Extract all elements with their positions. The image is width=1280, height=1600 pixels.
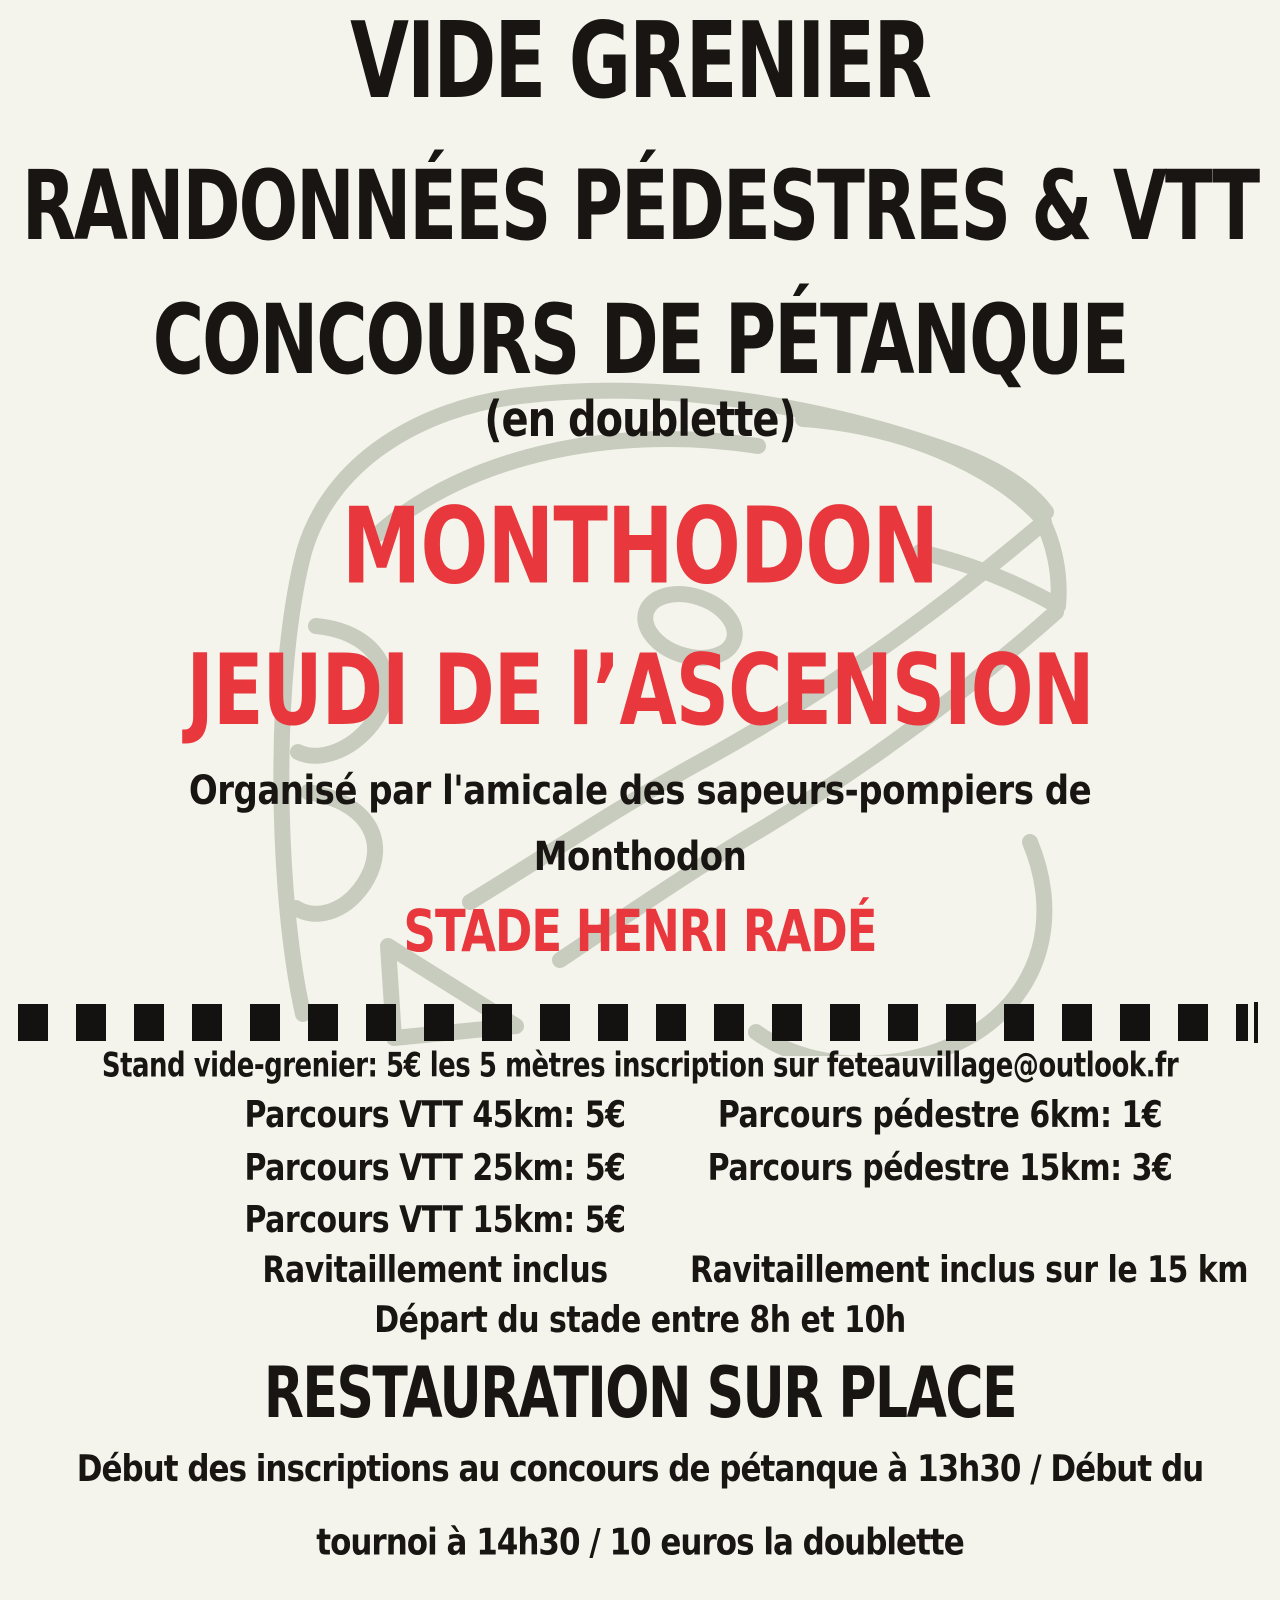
title-petanque: CONCOURS DE PÉTANQUE — [152, 283, 1128, 397]
fee-vtt-25km: Parcours VTT 25km: 5€ — [244, 1147, 626, 1190]
fee-row-3 — [0, 1197, 1280, 1245]
petanque-registration-info: Début des inscriptions au concours de pétanque à 13h30 / Début du tournoi à 14h30 / 10 euros la doublette — [76, 1448, 1204, 1564]
departure-info: Départ du stade entre 8h et 10h — [374, 1299, 906, 1342]
checkered-divider — [18, 1004, 1248, 1041]
fee-row-2 — [0, 1145, 1280, 1193]
fee-vtt-45km: Parcours VTT 45km: 5€ — [244, 1094, 626, 1137]
ravitaillement-pedestre: Ravitaillement inclus sur le 15 km — [690, 1249, 1249, 1292]
fee-pedestre-15km: Parcours pédestre 15km: 3€ — [707, 1147, 1173, 1190]
divider-end-mark — [1254, 1002, 1258, 1043]
title-vide-grenier: VIDE GRENIER — [350, 0, 930, 122]
subtitle-doublette: (en doublette) — [484, 391, 796, 449]
title-randonnees: RANDONNÉES PÉDESTRES & VTT — [21, 149, 1259, 263]
fee-pedestre-6km: Parcours pédestre 6km: 1€ — [717, 1094, 1163, 1137]
restauration-heading: RESTAURATION SUR PLACE — [263, 1353, 1017, 1435]
ravitaillement-vtt: Ravitaillement inclus — [262, 1249, 608, 1292]
venue-name: STADE HENRI RADÉ — [403, 897, 877, 966]
fee-vtt-15km: Parcours VTT 15km: 5€ — [244, 1199, 626, 1242]
event-date: JEUDI DE l’ASCENSION — [186, 634, 1094, 748]
fee-row-4 — [0, 1247, 1280, 1295]
organizer-text: Organisé par l'amicale des sapeurs-pompiers de Monthodon — [188, 767, 1092, 881]
stand-info: Stand vide-grenier: 5€ les 5 mètres inscription sur feteauvillage@outlook.fr — [101, 1046, 1179, 1086]
location-name: MONTHODON — [341, 484, 939, 608]
fee-row-1 — [0, 1092, 1280, 1140]
